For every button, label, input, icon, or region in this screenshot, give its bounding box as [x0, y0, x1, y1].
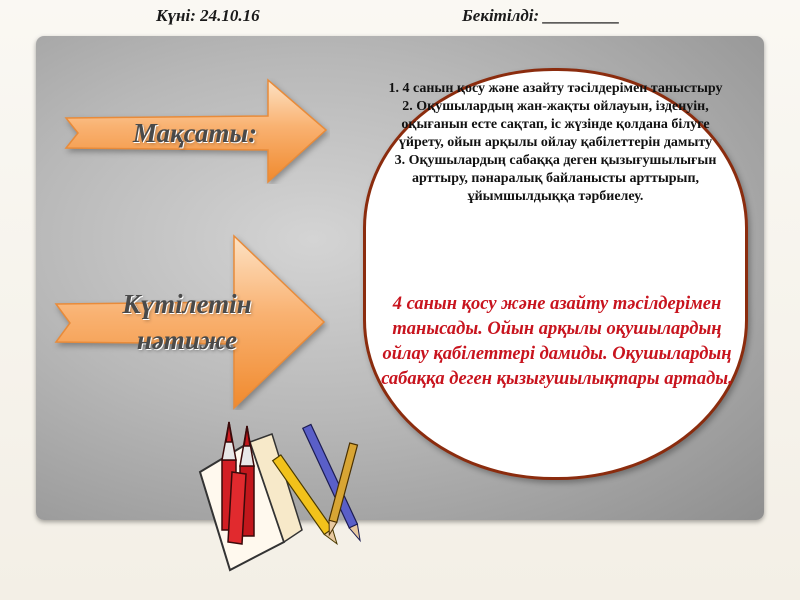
expected-result-text: 4 санын қосу және азайту тәсілдерімен танысады. Ойын арқылы оқушылардың ойлау қабілеттері дамиды. Оқушылардың сабаққа деген қызығушылықтары артады.: [381, 294, 733, 389]
approved-label: Бекітілді: _________: [462, 6, 620, 25]
goal-item-3: 3. Оқушылардың сабаққа деген қызығушылығын арттыру, пәнаралық байланысты арттырып, ұйымшылдыққа тәрбиелеу.: [394, 153, 717, 204]
goals-list: [383, 80, 728, 206]
date-label: Күні: 24.10.16: [156, 6, 260, 25]
header: [0, 6, 800, 30]
expected-label: [92, 286, 282, 358]
goal-item-2: 2. Оқушылардың жан-жақты ойлауын, ізденуін, оқығанын есте сақтап, іс жүзінде қолдана білуге үйрету, ойын арқылы ойлау қабілеттерін дамыту: [398, 99, 713, 150]
expected-label-line1: Күтілетін: [122, 289, 252, 319]
expected-label-line2: нәтиже: [136, 325, 238, 355]
goal-item-1: 1. 4 санын қосу және азайту тәсілдерімен таныстыру: [388, 81, 723, 96]
goal-label: Мақсаты:: [132, 118, 258, 148]
pencils-and-paper-icon: [192, 402, 372, 592]
